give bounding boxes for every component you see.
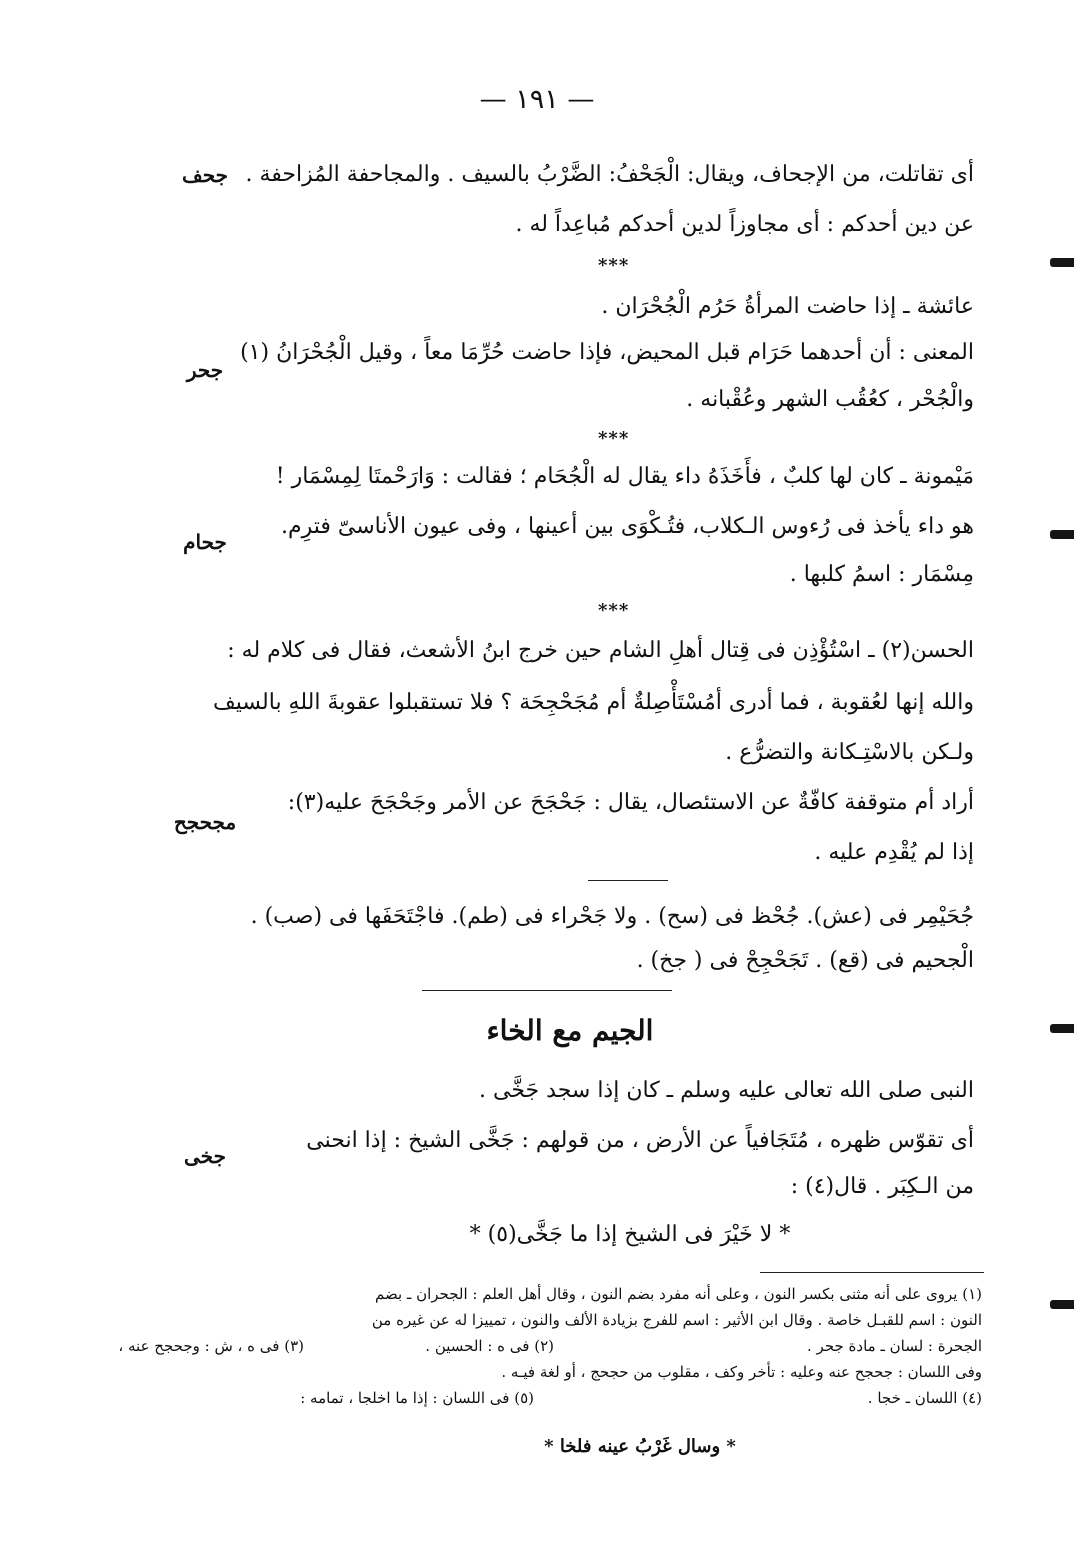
footnote-line: (١) يروى على أنه مثنى بكسر النون ، وعلى أنه مفرد بضم النون ، وقال أهل العلم : الجحران ـ بضم — [374, 1285, 982, 1303]
margin-headword: مجحجح — [173, 810, 237, 834]
scan-edge-mark — [1050, 530, 1074, 539]
margin-headword: جخى — [184, 1144, 226, 1168]
text-line: والله إنها لعُقوبة ، فما أدرى أمُسْتَأْصِلةٌ أم مُجَحْجِحَة ؟ فلا تستقبلوا عقوبةَ اللهِ بالسيف — [213, 690, 974, 715]
section-separator: *** — [598, 255, 630, 276]
scan-edge-mark — [1050, 258, 1074, 267]
text-line: هو داء يأخذ فى رُءوس الـكلاب، فتُـكْوَى بين أعينها ، وفى عيون الأناسىّ فترِم. — [281, 514, 974, 539]
scan-edge-mark — [1050, 1024, 1074, 1033]
text-line: والْجُحْر ، كعُقُب الشهر وعُقْبانه . — [686, 387, 974, 412]
verse-line: * لا خَيْرَ فى الشيخ إذا ما جَخَّى(٥) * — [469, 1222, 791, 1247]
text-line: عن دين أحدكم : أى مجاوزاً لدين أحدكم مُباعِداً له . — [515, 212, 974, 237]
text-line: من الـكِبَر . قال(٤) : — [790, 1174, 974, 1199]
text-line: أى تقوّس ظهره ، مُتَجَافياً عن الأرض ، من قولهم : جَخَّى الشيخ : إذا انحنى — [306, 1128, 974, 1153]
text-line: المعنى : أن أحدهما حَرَام قبل المحيض، فإذا حاضت حُرِّمَا معاً ، وقيل الْجُحْرَانُ (١) — [240, 340, 974, 365]
section-separator: *** — [598, 428, 630, 449]
footnote-rule — [760, 1272, 984, 1273]
text-line: الحسن(٢) ـ اسْتُؤْذِن فى قِتال أهلِ الشام حين خرج ابنُ الأشعث، فقال فى كلام له : — [227, 638, 974, 663]
footnote-line: النون : اسم للقبـل خاصة . وقال ابن الأثير : اسم للفرج بزيادة الألف والنون ، تمييزا له عن غيره من — [371, 1311, 982, 1329]
margin-headword: جحر — [186, 358, 224, 382]
cross-reference-line: الْجحيم فى (قع) . تَجَحْجِحْ فى ( جخ) . — [636, 948, 974, 973]
text-line: أراد أم متوقفة كافّةٌ عن الاستئصال، يقال : جَحْجَحَ عن الأمر وجَحْجَحَ عليه(٣): — [287, 790, 974, 815]
footnote-line: (٣) فى ه ، ش : وجحجح عنه ، — [118, 1337, 304, 1355]
page-number: — ١٩١ — — [479, 84, 595, 115]
section-title: الجيم مع الخاء — [486, 1014, 654, 1047]
footnote-line: (٤) اللسان ـ خجا . — [867, 1389, 982, 1407]
cross-reference-line: جُحَيْمِر فى (عش). جُحْظ فى (سح) . ولا جَحْراء فى (طم). فاجْتَحَفَها فى (صب) . — [250, 904, 974, 929]
margin-headword: جحف — [182, 163, 228, 187]
footnote-line: الجحرة : لسان ـ مادة جحر . — [807, 1337, 982, 1355]
footnote-verse: * وسال غَرْبُ عينه فلخا * — [544, 1436, 736, 1457]
section-separator: *** — [598, 600, 630, 621]
section-divider — [422, 990, 672, 991]
margin-headword: جحام — [183, 530, 227, 554]
text-line: مِسْمَار : اسمُ كلبها . — [789, 562, 974, 587]
footnote-line: (٥) فى اللسان : إذا ما اخلجا ، تمامه : — [300, 1389, 534, 1407]
footnote-line: وفى اللسان : جحجح عنه وعليه : تأخر وكف ، مقلوب من حجحج ، أو لغة فيـه . — [501, 1363, 982, 1381]
text-line: ولـكن بالاسْتِـكانة والتضرُّع . — [725, 740, 974, 765]
text-line: مَيْمونة ـ كان لها كلبٌ ، فأَخَذَهُ داء يقال له الْجُحَام ؛ فقالت : وَارَحْمتَا لِمِسْمَار ! — [275, 464, 974, 489]
text-line: النبى صلى الله تعالى عليه وسلم ـ كان إذا سجد جَخَّى . — [479, 1078, 974, 1103]
text-line: أى تقاتلت، من الإجحاف، ويقال: الْجَحْفُ: الضَّرْبُ بالسيف . والمجاحفة المُزاحفة . — [245, 162, 974, 187]
text-line: عائشة ـ إذا حاضت المرأةُ حَرُم الْجُحْرَان . — [601, 294, 974, 319]
text-line: إذا لم يُقْدِم عليه . — [814, 840, 974, 865]
scan-edge-mark — [1050, 1300, 1074, 1309]
short-divider — [588, 880, 668, 881]
footnote-line: (٢) فى ه : الحسين . — [425, 1337, 554, 1355]
